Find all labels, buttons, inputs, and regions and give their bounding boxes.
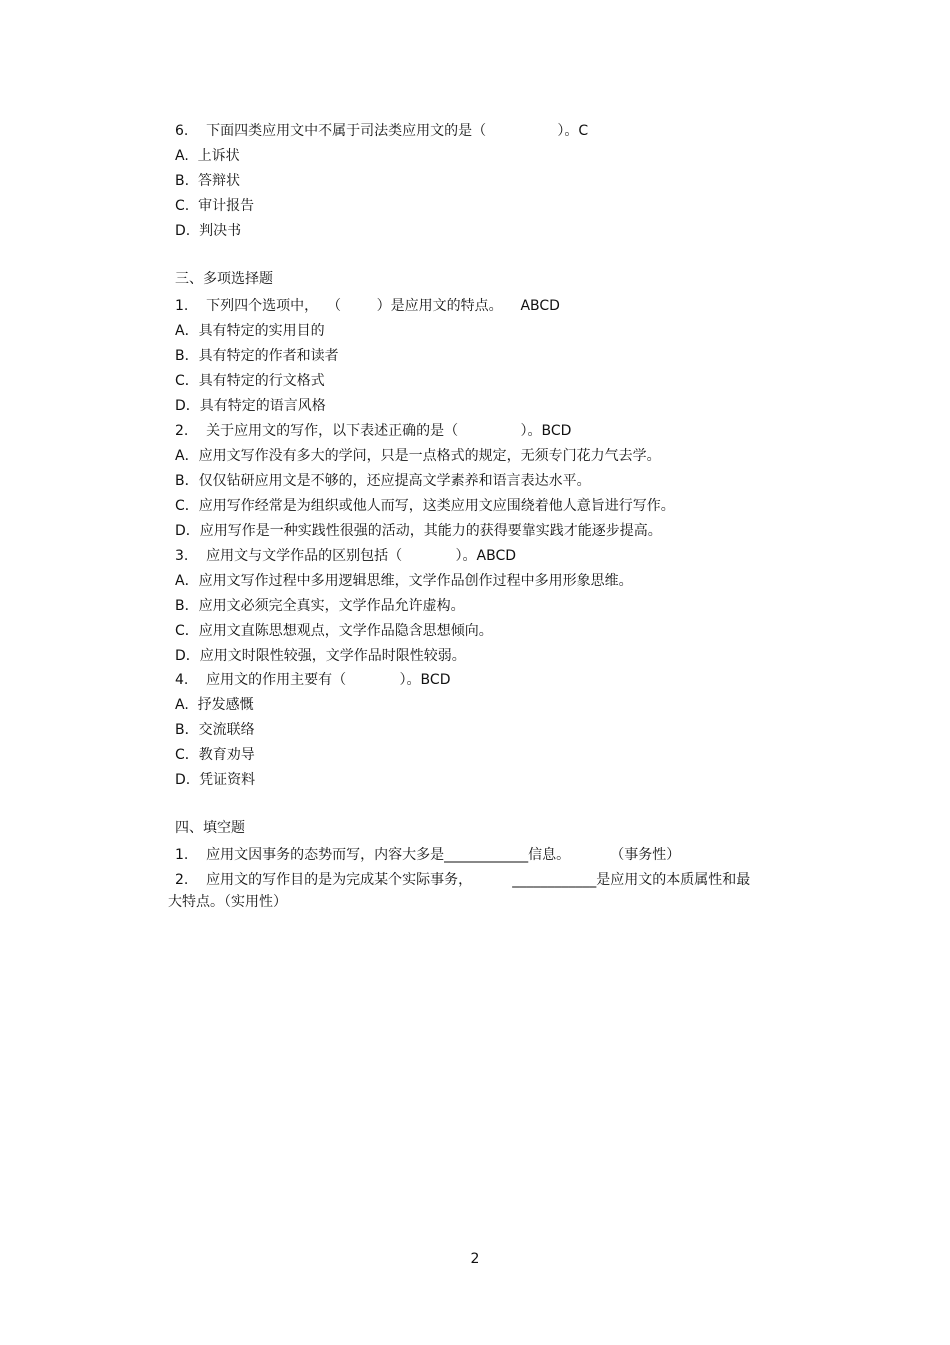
question-2-continued: 大特点。（实用性）	[168, 894, 287, 910]
option-b: B．应用文必须完全真实，文学作品允许虚构。	[175, 598, 465, 614]
question-stem: 4. 应用文的作用主要有（ ）。BCD	[175, 672, 451, 688]
question-stem: 1. 下列四个选项中， （ ）是应用文的特点。 ABCD	[175, 298, 560, 314]
option-a: A. 抒发感慨	[175, 697, 254, 713]
option-a: A．应用文写作过程中多用逻辑思维，文学作品创作过程中多用形象思维。	[175, 573, 633, 589]
option-d: D．具有特定的语言风格	[175, 398, 326, 414]
option-b: B．仅仅钻研应用文是不够的，还应提高文学素养和语言表达水平。	[175, 473, 591, 489]
option-c: C．具有特定的行文格式	[175, 373, 325, 389]
option-a: A．具有特定的实用目的	[175, 323, 325, 339]
question-2: 2. 应用文的写作目的是为完成某个实际事务， ____________是应用文的本质属性和最	[175, 872, 751, 888]
option-b: B．具有特定的作者和读者	[175, 348, 339, 364]
option-c: C．教育劝导	[175, 747, 255, 763]
option-d: D．应用文时限性较强，文学作品时限性较弱。	[175, 648, 466, 664]
option-b: B．交流联络	[175, 722, 255, 738]
section-title: 三、多项选择题	[175, 271, 273, 287]
option-c: C. 审计报告	[175, 198, 255, 214]
question-stem: 6. 下面四类应用文中不属于司法类应用文的是（ ）。C	[175, 123, 589, 139]
question-1: 1. 应用文因事务的态势而写，内容大多是____________信息。 （事务性）	[175, 847, 681, 863]
question-stem: 3. 应用文与文学作品的区别包括（ ）。ABCD	[175, 548, 517, 564]
page-number: 2	[470, 1251, 480, 1267]
section-title: 四、填空题	[175, 820, 245, 836]
option-a: A. 上诉状	[175, 148, 240, 164]
question-stem: 2. 关于应用文的写作，以下表述正确的是（ ）。BCD	[175, 423, 572, 439]
option-b: B. 答辩状	[175, 173, 240, 189]
option-c: C．应用文直陈思想观点，文学作品隐含思想倾向。	[175, 623, 493, 639]
option-d: D. 判决书	[175, 223, 242, 239]
option-d: D．应用写作是一种实践性很强的活动，其能力的获得要靠实践才能逐步提高。	[175, 523, 662, 539]
option-a: A．应用文写作没有多大的学问，只是一点格式的规定，无须专门花力气去学。	[175, 448, 661, 464]
option-c: C．应用写作经常是为组织或他人而写，这类应用文应围绕着他人意旨进行写作。	[175, 498, 675, 514]
option-d: D. 凭证资料	[175, 772, 256, 788]
